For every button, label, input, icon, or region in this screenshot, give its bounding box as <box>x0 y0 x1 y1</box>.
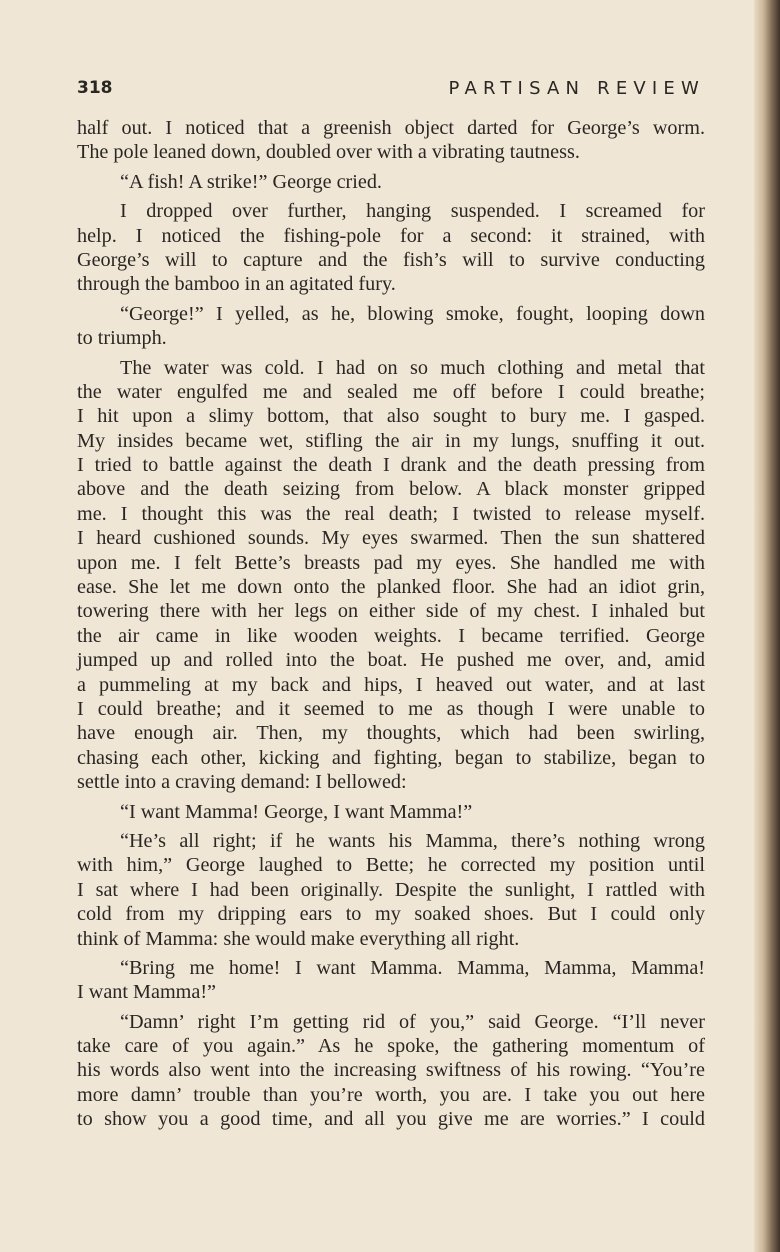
paragraph <box>77 302 705 351</box>
text-line: towering there with her legs on either side of my chest. I inhaled but <box>77 600 705 623</box>
text-line: I tried to battle against the death I drank and the death pressing from <box>77 454 705 477</box>
page-number: 318 <box>77 78 113 98</box>
text-line: to show you a good time, and all you give me are worries.” I could <box>77 1108 705 1131</box>
text-line: think of Mamma: she would make everything all right. <box>77 927 520 950</box>
text-line: take care of you again.” As he spoke, the gathering momentum of <box>77 1035 705 1058</box>
text-line: cold from my dripping ears to my soaked shoes. But I could only <box>77 903 705 926</box>
text-line: help. I noticed the fishing-pole for a second: it strained, with <box>77 224 705 247</box>
text-line: “Damn’ right I’m getting rid of you,” said George. “I’ll never <box>120 1010 705 1033</box>
text-line: My insides became wet, stifling the air in my lungs, snuffing it out. <box>77 429 705 452</box>
text-line: I heard cushioned sounds. My eyes swarmed. Then the sun shattered <box>77 527 705 550</box>
text-line: have enough air. Then, my thoughts, which had been swirling, <box>77 722 705 745</box>
text-line: through the bamboo in an agitated fury. <box>77 273 396 296</box>
paragraph <box>77 800 705 824</box>
text-line: upon me. I felt Bette’s breasts pad my eyes. She handled me with <box>77 551 705 574</box>
text-line: me. I thought this was the real death; I twisted to release myself. <box>77 502 705 525</box>
book-spine-edge <box>754 0 780 1252</box>
paragraph <box>77 116 705 165</box>
text-line: The pole leaned down, doubled over with a vibrating tautness. <box>77 141 580 164</box>
body-text <box>77 116 705 1132</box>
text-line: ease. She let me down onto the planked floor. She had an idiot grin, <box>77 576 705 599</box>
paragraph <box>77 170 705 194</box>
paragraph <box>77 199 705 297</box>
text-line: “He’s all right; if he wants his Mamma, there’s nothing wrong <box>120 829 705 852</box>
text-line: the air came in like wooden weights. I became terrified. George <box>77 624 705 647</box>
text-line: “Bring me home! I want Mamma. Mamma, Mamma, Mamma! <box>120 956 705 979</box>
paragraph <box>77 829 705 951</box>
running-header <box>77 78 705 106</box>
paragraph <box>77 956 705 1005</box>
text-line: The water was cold. I had on so much clothing and metal that <box>120 356 705 379</box>
text-line: “A fish! A strike!” George cried. <box>120 170 382 193</box>
text-line: George’s will to capture and the fish’s will to survive conducting <box>77 248 705 271</box>
text-line: his words also went into the increasing swiftness of his rowing. “You’re <box>77 1059 705 1082</box>
text-line: I sat where I had been originally. Despite the sunlight, I rattled with <box>77 878 705 901</box>
text-line: the water engulfed me and sealed me off before I could breathe; <box>77 380 705 403</box>
text-line: with him,” George laughed to Bette; he corrected my position until <box>77 854 705 877</box>
text-line: a pummeling at my back and hips, I heaved out water, and at last <box>77 673 705 696</box>
text-line: to triumph. <box>77 327 167 350</box>
text-line: half out. I noticed that a greenish object darted for George’s worm. <box>77 117 705 139</box>
text-line: I hit upon a slimy bottom, that also sought to bury me. I gasped. <box>77 405 705 428</box>
text-line: more damn’ trouble than you’re worth, you are. I take you out here <box>77 1083 705 1106</box>
text-line: “I want Mamma! George, I want Mamma!” <box>120 800 473 823</box>
text-line: I could breathe; and it seemed to me as though I were unable to <box>77 697 705 720</box>
text-line: settle into a craving demand: I bellowed: <box>77 771 407 794</box>
text-line: chasing each other, kicking and fighting, began to stabilize, began to <box>77 746 705 769</box>
paragraph <box>77 1010 705 1132</box>
journal-title: PARTISAN REVIEW <box>448 78 705 99</box>
paragraph <box>77 356 705 795</box>
text-line: above and the death seizing from below. A black monster gripped <box>77 478 705 501</box>
text-line: jumped up and rolled into the boat. He pushed me over, and, amid <box>77 649 705 672</box>
text-line: I dropped over further, hanging suspended. I screamed for <box>120 200 705 223</box>
text-line: “George!” I yelled, as he, blowing smoke, fought, looping down <box>120 302 705 325</box>
text-line: I want Mamma!” <box>77 981 217 1004</box>
